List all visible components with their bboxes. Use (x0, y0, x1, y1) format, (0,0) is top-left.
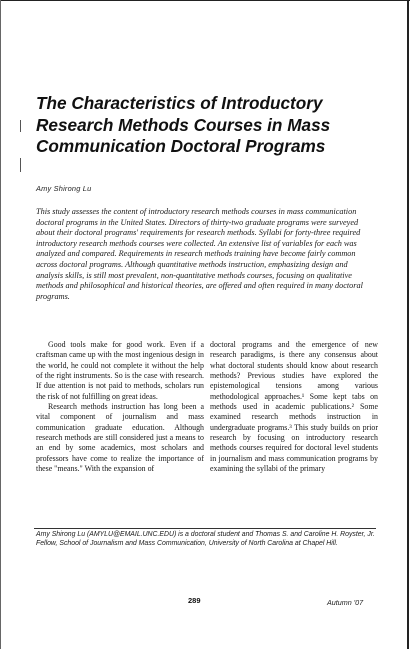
abstract: This study assesses the content of introductory research methods courses in mass communication doctoral programs in the United States. Directors of thirty-two graduate programs were surveyed about their doctoral programs' requirements for research methods. Syllabi for forty-three required introductory research methods courses were collected. An extensive list of variables for each was analyzed and compared. Requirements in research methods training have become fairly common across doctoral programs. Although quantitative methods instruction, emphasizing design and analysis skills, is still most prevalent, non-quantitative methods courses, focusing on qualitative methods and philosophical and historical theories, are offered and often required in many doctoral programs. (36, 207, 363, 301)
margin-mark (20, 120, 21, 132)
margin-mark (20, 158, 21, 172)
issue-label: Autumn '07 (327, 598, 364, 607)
body-paragraph: doctoral programs and the emergence of new research paradigms, is there any consensus about what doctoral students should know about research methods? Previous studies have explored the epistemological tensions among various methodological approaches.¹ Some kept tabs on methods used in academic publications.² Some examined research methods instruction in undergraduate programs.³ This study builds on prior research by focusing on introductory research methods courses required for doctoral level students in journalism and mass communication programs by examining the syllabi of the primary (210, 340, 378, 474)
body-column-left (36, 340, 204, 474)
body-paragraph: Research methods instruction has long been a vital component of journalism and mass communication graduate education. Although research methods are still considered just a means to an end by some academics, most scholars and professors have come to realize the importance of these "means." With the expansion of (36, 402, 204, 474)
page-border-top (0, 0, 410, 1)
page-border-right (407, 0, 409, 649)
page-border-left (0, 0, 1, 649)
body-column-right (210, 340, 378, 474)
body-paragraph: Good tools make for good work. Even if a craftsman came up with the most ingenious design in the world, he could not complete it without the help of the right instruments. So is the case with research. If due attention is not paid to methods, scholars run the risk of not fulfilling on great ideas. (36, 340, 204, 401)
page-number: 289 (188, 596, 201, 605)
author-name: Amy Shirong Lu (36, 184, 92, 193)
author-footnote: Amy Shirong Lu (AMYLU@EMAIL.UNC.EDU) is a doctoral student and Thomas S. and Caroline H. Royster, Jr. Fellow, School of Journalism and Mass Communication, University of North Carolina at Chapel Hill. (36, 531, 375, 547)
article-title: The Characteristics of Introductory Research Methods Courses in Mass Communication Doctoral Programs (36, 93, 331, 156)
footnote-rule (34, 528, 376, 529)
